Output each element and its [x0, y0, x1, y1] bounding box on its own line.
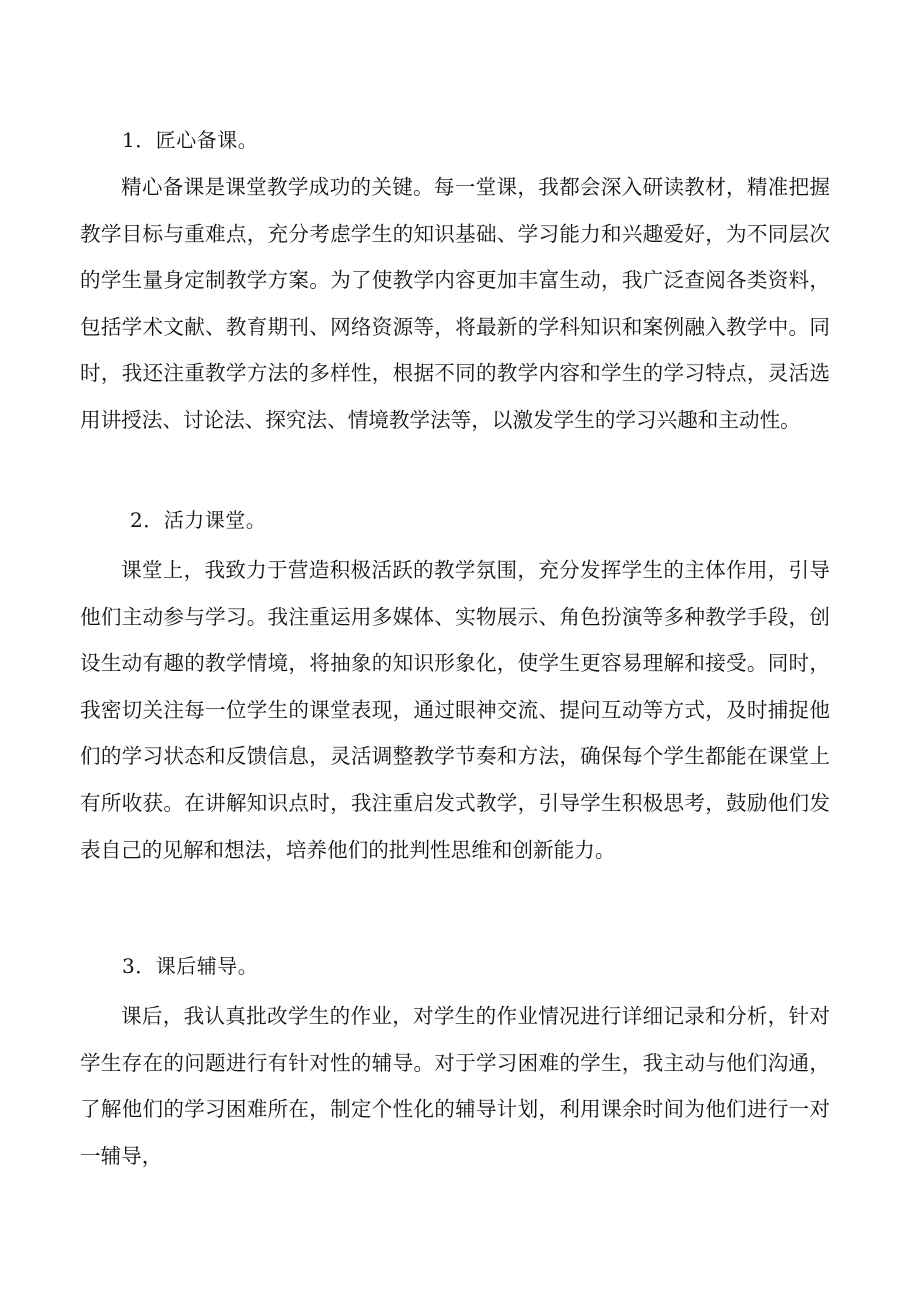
section-heading-1: 1．匠心备课。 [122, 128, 259, 152]
section-heading-2: 2．活力课堂。 [130, 508, 267, 532]
section-body-1: 精心备课是课堂教学成功的关键。每一堂课，我都会深入研读教材，精准把握教学目标与重难点，充分考虑学生的知识基础、学习能力和兴趣爱好，为不同层次的学生量身定制教学方案。为了使教学内容更加丰富生动，我广泛查阅各类资料，包括学术文献、教育期刊、网络资源等，将最新的学科知识和案例融入教学中。同时，我还注重教学方法的多样性，根据不同的教学内容和学生的学习特点，灵活选用讲授法、讨论法、探究法、情境教学法等，以激发学生的学习兴趣和主动性。 [80, 175, 830, 432]
section-body-2: 课堂上，我致力于营造积极活跃的教学氛围，充分发挥学生的主体作用，引导他们主动参与学习。我注重运用多媒体、实物展示、角色扮演等多种教学手段，创设生动有趣的教学情境，将抽象的知识形象化，使学生更容易理解和接受。同时，我密切关注每一位学生的课堂表现，通过眼神交流、提问互动等方式，及时捕捉他们的学习状态和反馈信息，灵活调整教学节奏和方法，确保每个学生都能在课堂上有所收获。在讲解知识点时，我注重启发式教学，引导学生积极思考，鼓励他们发表自己的见解和想法，培养他们的批判性思维和创新能力。 [80, 558, 830, 862]
section-heading-3: 3．课后辅导。 [122, 954, 259, 978]
section-body-3: 课后，我认真批改学生的作业，对学生的作业情况进行详细记录和分析，针对学生存在的问题进行有针对性的辅导。对于学习困难的学生，我主动与他们沟通，了解他们的学习困难所在，制定个性化的辅导计划，利用课余时间为他们进行一对一辅导， [80, 1004, 830, 1168]
